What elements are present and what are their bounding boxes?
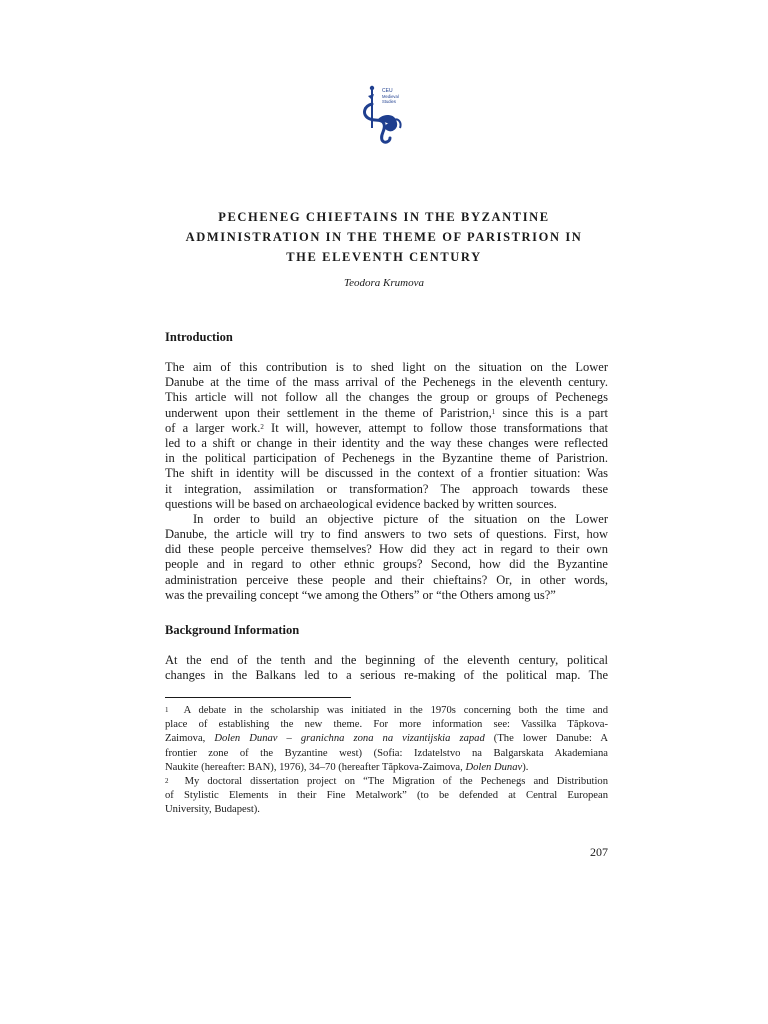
intro-paragraph-1 [165, 360, 608, 603]
text-line: it integration, assimilation or transformation? The approach towards these [165, 481, 608, 496]
text-line: The shift in identity will be discussed in the context of a frontier situation: Was [165, 466, 608, 481]
text-line [165, 421, 608, 436]
section-heading-introduction: Introduction [165, 330, 233, 344]
footnote-ref-1[interactable]: 1 [491, 407, 496, 416]
text-line: did these people perceive themselves? How did they act in regard to their own [165, 542, 608, 557]
text-line: in the political participation of Pechenegs in the Byzantine theme of Paristrion. [165, 451, 608, 466]
logo-line-1: CEU [382, 88, 393, 94]
footnote-ref-2[interactable]: 2 [260, 422, 264, 431]
title-line: ADMINISTRATION IN THE THEME OF PARISTRION IN [185, 230, 583, 244]
text-line: The aim of this contribution is to shed light on the situation on the Lower [165, 360, 608, 374]
footnote-mark-2: 2 [165, 777, 169, 785]
text-line: changes in the Balkans led to a serious re-making of the political map. The [165, 668, 608, 683]
text-line: Danube, the article will try to find answers to two sets of questions. First, how [165, 527, 608, 542]
footnote-1 [165, 704, 608, 775]
text-segment: ). [522, 761, 529, 773]
footnote-line [165, 732, 608, 746]
text-line: In order to build an objective picture of the situation on the Lower [193, 511, 608, 526]
text-line [165, 406, 608, 421]
ceu-medieval-studies-logo [360, 84, 410, 146]
text-line: This article will not follow all the changes the group or groups of Pechenegs [165, 390, 608, 405]
text-segment: Naukite (hereafter: BAN), 1976), 34–70 (hereafter Tăpkova-Zaimova, [165, 761, 466, 773]
text-line: led to a shift or change in their identity and the way these changes were reflected [165, 435, 608, 450]
footnote-line: place of establishing the new theme. For more information see: Vassilka Tăpkova- [165, 719, 608, 731]
text-segment: underwent upon their settlement in the theme of Paristrion, [165, 405, 492, 420]
footnote-divider [165, 697, 351, 698]
text-line: administration perceive these people and their chieftains? Or, in other words, [165, 572, 608, 587]
text-line: At the end of the tenth and the beginning of the eleventh century, political [165, 653, 608, 667]
footnote-line: University, Budapest). [165, 804, 260, 816]
text-line: Danube at the time of the mass arrival of the Pechenegs in the eleventh century. [165, 375, 608, 390]
logo-line-2: Medieval [382, 94, 399, 99]
citation-title: Dolen Dunav [465, 761, 523, 773]
title-line: PECHENEG CHIEFTAINS IN THE BYZANTINE [218, 210, 550, 224]
text-segment: since this is a part [495, 405, 608, 420]
text-line: questions will be based on archaeological evidence backed by written sources. [165, 496, 557, 511]
background-paragraph [165, 653, 608, 683]
author-name: Teodora Krumova [344, 277, 424, 289]
text-segment: It will, however, attempt to follow those transformations that [263, 420, 608, 435]
text-segment: (The lower Danube: A [484, 733, 608, 745]
footnote-line: frontier zone of the Byzantine west) (Sofia: Izdatelstvo na Balgarskata Akademiana [165, 747, 608, 759]
text-segment: A debate in the scholarship was initiated in the 1970s concerning both the time and [183, 705, 608, 716]
text-segment: Zaimova, [165, 733, 215, 745]
footnote-line [165, 704, 608, 718]
text-line: was the prevailing concept “we among the Others” or “the Others among us?” [165, 587, 556, 602]
footnote-line [165, 775, 608, 789]
footnote-line [165, 761, 608, 775]
article-title [150, 207, 618, 267]
citation-title: Dolen Dunav – granichna zona na vizantijskia zapad [214, 733, 485, 745]
footnote-2 [165, 775, 608, 818]
title-line: THE ELEVENTH CENTURY [286, 250, 482, 264]
logo-line-3: Studies [382, 99, 396, 104]
page-number: 207 [590, 845, 608, 859]
footnote-mark-1: 1 [165, 706, 169, 714]
footnote-line: of Stylistic Elements in their Fine Metalwork” (to be defended at Central European [165, 790, 608, 802]
dragon-emblem-icon [360, 84, 410, 146]
text-line: people and in regard to other ethnic groups? Second, how did the Byzantine [165, 557, 608, 572]
text-segment: My doctoral dissertation project on “The Migration of the Pechenegs and Distribution [184, 776, 608, 787]
section-heading-background: Background Information [165, 623, 300, 637]
text-segment: of a larger work. [165, 420, 261, 435]
